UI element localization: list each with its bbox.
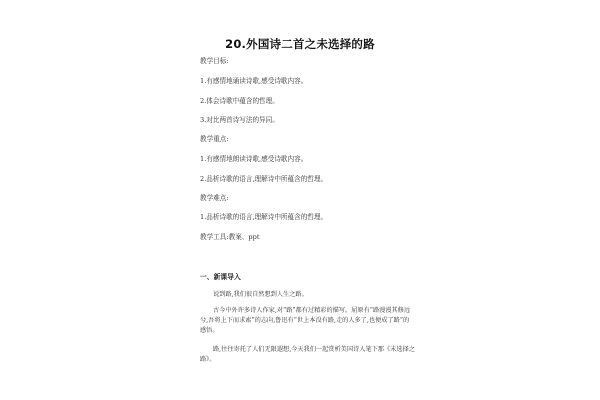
document-title: 20.外国诗二首之未选择的路 (225, 37, 375, 51)
difficulty-item-1: 1.品析诗歌的语言,理解诗中所蕴含的哲理。 (200, 213, 328, 221)
key-point-item-2: 2.品析诗歌的语言,理解诗中所蕴含的哲理。 (200, 175, 328, 183)
key-point-item-1: 1.有感情地朗读诗歌,感受诗歌内容。 (200, 155, 308, 163)
difficulties-heading: 教学难点: (200, 194, 229, 202)
intro-paragraph-1: 说到路,我们很自然想到人生之路。 (213, 291, 308, 298)
section-heading-intro: 一、新课导入 (200, 273, 241, 281)
key-points-heading: 教学重点: (200, 135, 229, 143)
intro-paragraph-3: 路,往往寄托了人们无限遐想,今天我们一起赏析美国诗人笔下那《未选择之路》。 (200, 346, 415, 363)
intro-paragraph-2: 古今中外许多诗人作家,对“路”都有过精彩的描写。屈原有“路漫漫其修远兮,吾将上下而求索”的志向,鲁迅有“世上本没有路,走的人多了,也便成了路”的感悟。 (200, 307, 411, 334)
teaching-tools: 教学工具:教案、ppt (200, 233, 260, 241)
objective-item-2: 2.体会诗歌中蕴含的哲理。 (200, 97, 279, 105)
objectives-heading: 教学目标: (200, 57, 229, 65)
objective-item-3: 3.对比两首诗写法的异同。 (200, 116, 279, 124)
objective-item-1: 1.有感情地诵读诗歌,感受诗歌内容。 (200, 77, 308, 85)
